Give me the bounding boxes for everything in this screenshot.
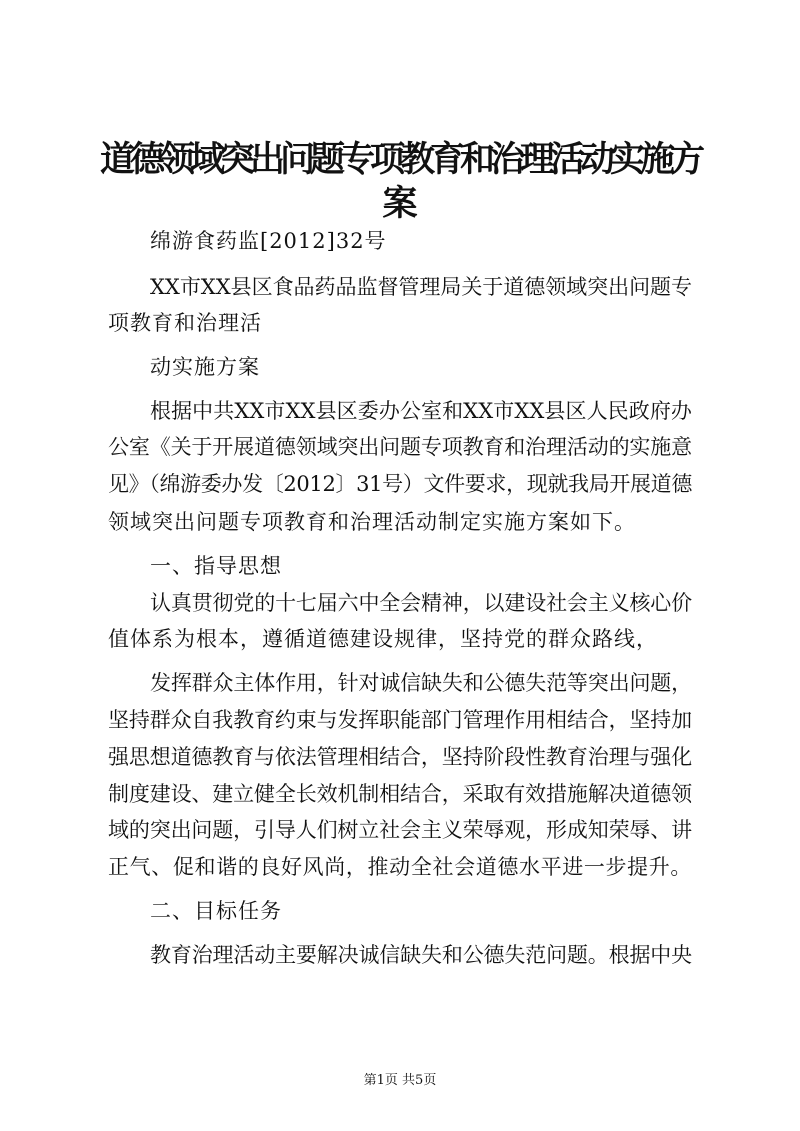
document-title-line-2: 案 (382, 183, 418, 224)
paragraph-line: 见》（绵游委办发〔2012〕31号）文件要求，现就我局开展道德 (108, 472, 692, 496)
paragraph-line: 项教育和治理活 (108, 311, 262, 335)
paragraph-line: 制度建设、建立健全长效机制相结合，采取有效措施解决道德领 (108, 782, 692, 806)
paragraph-line: 坚持群众自我教育约束与发挥职能部门管理作用相结合，坚持加 (108, 708, 692, 732)
paragraph-line: 领域突出问题专项教育和治理活动制定实施方案如下。 (108, 510, 636, 534)
document-title-line-1: 道德领域突出问题专项教育和治理活动实施方 (100, 139, 700, 180)
paragraph-line: 公室《关于开展道德领域突出问题专项教育和治理活动的实施意 (108, 435, 692, 459)
paragraph-line: 域的突出问题，引导人们树立社会主义荣辱观，形成知荣辱、讲 (108, 818, 692, 842)
paragraph-line: 值体系为根本，遵循道德建设规律，坚持党的群众路线， (108, 627, 658, 651)
paragraph-line: 教育治理活动主要解决诚信缺失和公德失范问题。根据中央 (150, 943, 692, 967)
paragraph-line: XX市XX县区食品药品监督管理局关于道德领域突出问题专 (150, 275, 692, 299)
paragraph-line: 发挥群众主体作用，针对诚信缺失和公德失范等突出问题， (150, 671, 692, 695)
paragraph-line: 根据中共XX市XX县区委办公室和XX市XX县区人民政府办 (150, 399, 692, 423)
section-heading-1: 一、指导思想 (150, 554, 282, 578)
paragraph-line: 动实施方案 (150, 355, 260, 379)
doc-number: 绵游食药监[2012]32号 (150, 229, 387, 253)
paragraph-line: 正气、促和谐的良好风尚，推动全社会道德水平进一步提升。 (108, 855, 692, 879)
section-heading-2: 二、目标任务 (150, 899, 282, 923)
page-footer: 第1页 共5页 (363, 1073, 437, 1088)
paragraph-line: 认真贯彻党的十七届六中全会精神，以建设社会主义核心价 (150, 591, 692, 615)
paragraph-line: 强思想道德教育与依法管理相结合，坚持阶段性教育治理与强化 (108, 745, 692, 769)
